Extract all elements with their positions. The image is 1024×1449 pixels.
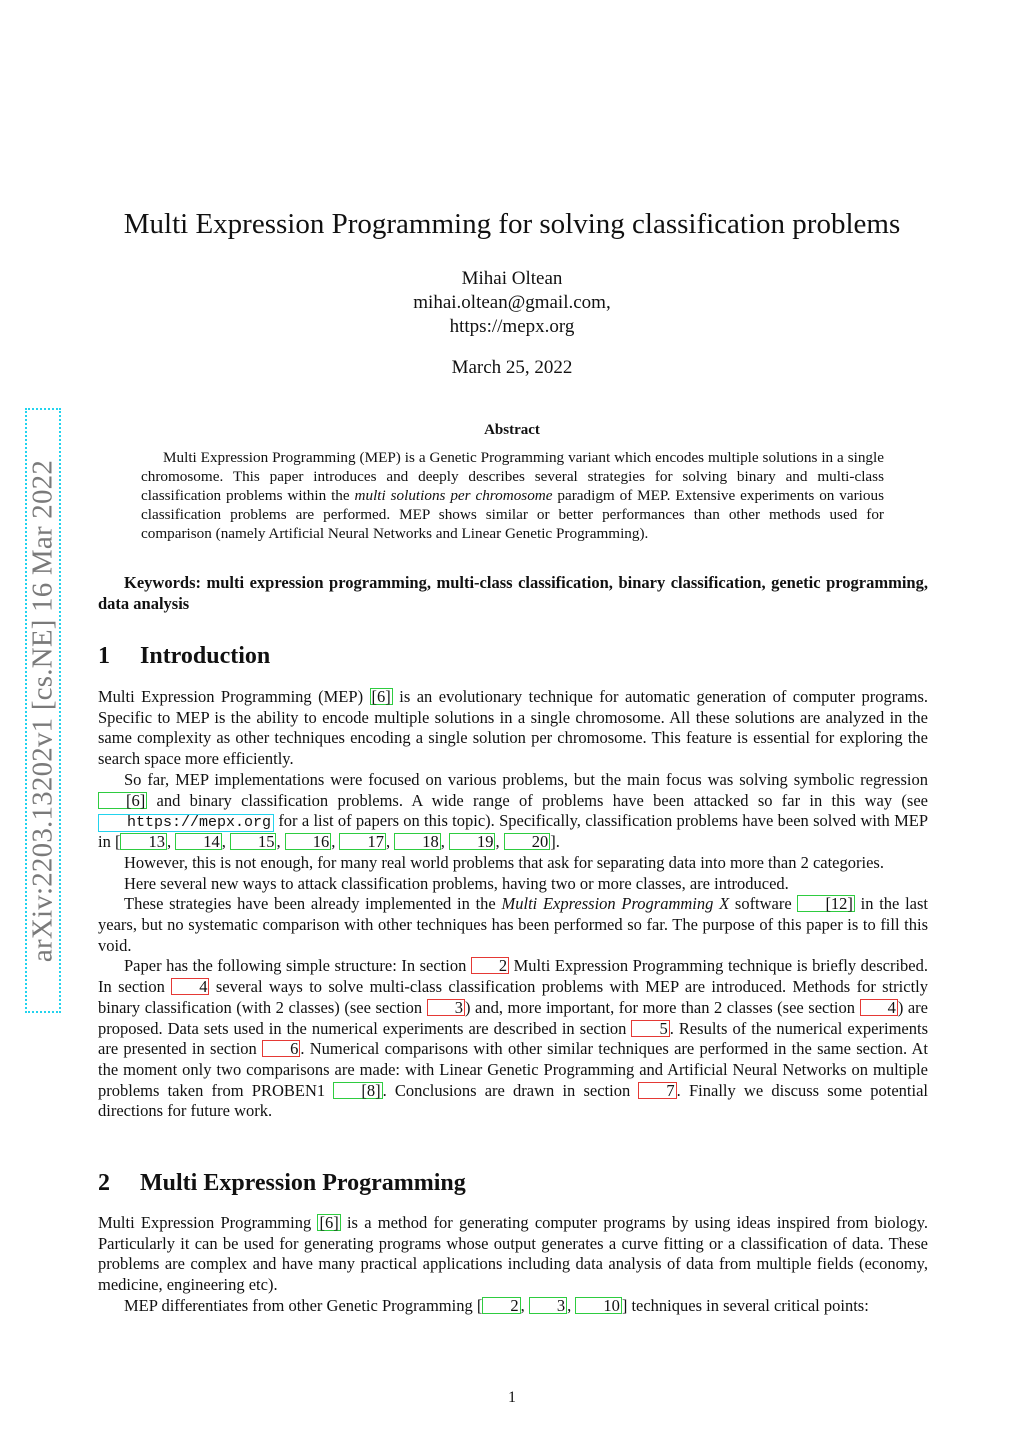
- paragraph: Multi Expression Programming (MEP) [6] is an evolutionary technique for automatic generation of computer programs. Specific to MEP is the ability to encode multiple solutions in a single chromosome. All these solutions are analyzed in the same complexity as other techniques encoding a single solution per chromosome. This feature is essential for exploring the search space more efficiently.: [98, 687, 928, 769]
- citation-link[interactable]: [8]: [333, 1082, 382, 1099]
- arxiv-identifier[interactable]: arXiv:2203.13202v1 [cs.NE] 16 Mar 2022: [26, 459, 59, 962]
- section-link[interactable]: 4: [860, 999, 898, 1016]
- abstract-heading: Abstract: [484, 422, 540, 438]
- citation-list: 13 , 14 , 15 , 16 , 17 , 18 , 19 , 20: [120, 832, 550, 851]
- citation-link[interactable]: 19: [449, 833, 496, 850]
- paragraph: Paper has the following simple structure: In section 2 Multi Expression Programming technique is briefly described. In section 4 several ways to solve multi-class classification problems with MEP are introduced. Methods for strictly binary classification (with 2 classes) (see section 3 ) and, more important, for more than 2 classes (see section 4 ) are proposed. Data sets used in the numerical experiments are described in section 5 . Results of the numerical experiments are presented in section 6 . Numerical comparisons with other similar techniques are performed in the same section. At the moment only two comparisons are made: with Linear Genetic Programming and Artificial Neural Networks on multiple problems taken from PROBEN1 [8] . Conclusions are drawn in section 7 . Finally we discuss some potential directions for future work.: [98, 956, 929, 1121]
- section-2-body: [98, 1213, 928, 1317]
- paragraph: So far, MEP implementations were focused on various problems, but the main focus was solving symbolic regression [6] and binary classification problems. A wide range of problems have been attacked so far in this way (see https://mepx.org for a list of papers on this topic). Specifically, classification problems have been solved with MEP in [ 13 , 14 , 15 , 16 , 17 , 18 , 19 , 20 ].: [98, 769, 928, 852]
- author-email: mihai.oltean@gmail.com,: [413, 292, 611, 313]
- paragraph: MEP differentiates from other Genetic Programming [ 2 , 3 , 10 ] techniques in several critical points:: [124, 1295, 869, 1315]
- paragraph: These strategies have been already implemented in the Multi Expression Programming X software [12] in the last years, but no systematic comparison with other techniques has been performed so far. The purpose of this paper is to fill this void.: [98, 894, 929, 955]
- citation-link[interactable]: 14: [175, 833, 222, 850]
- citation-link[interactable]: 17: [339, 833, 386, 850]
- author-website: https://mepx.org: [449, 316, 575, 337]
- citation-link[interactable]: [6]: [371, 687, 391, 706]
- section-1-body: [98, 687, 928, 1122]
- citation-link[interactable]: 18: [394, 833, 441, 850]
- abstract-text: Multi Expression Programming (MEP) is a Genetic Programming variant which encodes multiple solutions in a single chromosome. This paper introduces and deeply describes several strategies for solving binary and multi-class classification problems within the multi solutions per chromosome paradigm of MEP. Extensive experiments on various classification problems are performed. MEP shows similar or better performances than other methods used for comparison (namely Artificial Neural Networks and Linear Genetic Programming).: [141, 449, 884, 542]
- paragraph: However, this is not enough, for many real world problems that ask for separating data into more than 2 categories.: [124, 852, 884, 872]
- section-2-heading: 2 Multi Expression Programming: [98, 1170, 466, 1196]
- citation-link[interactable]: 16: [285, 833, 332, 850]
- section-link[interactable]: 6: [262, 1040, 300, 1057]
- section-link[interactable]: 2: [471, 957, 509, 974]
- keywords: Keywords: multi expression programming, multi-class classification, binary classification, genetic programming, data analysis: [98, 573, 928, 613]
- section-link[interactable]: 3: [427, 999, 465, 1016]
- citation-link[interactable]: 10: [575, 1297, 622, 1314]
- paragraph: Multi Expression Programming [6] is a method for generating computer programs by using ideas inspired from biology. Particularly it can be used for generating programs whose output generates a curve fitting or a classification of data. These problems are complex and have many practical applications including data analysis of data from multiple fields (economy, medicine, engineering etc).: [98, 1213, 928, 1295]
- citation-link[interactable]: 15: [230, 833, 277, 850]
- paper-date: March 25, 2022: [451, 357, 573, 378]
- citation-link[interactable]: 20: [504, 833, 551, 850]
- paper-title: Multi Expression Programming for solving classification problems: [123, 208, 901, 240]
- citation-link[interactable]: 13: [120, 833, 167, 850]
- section-link[interactable]: 4: [171, 978, 209, 995]
- citation-link[interactable]: [6]: [98, 792, 147, 809]
- citation-link[interactable]: 3: [529, 1297, 567, 1314]
- citation-link[interactable]: 2: [482, 1297, 520, 1314]
- paragraph: Here several new ways to attack classification problems, having two or more classes, are introduced.: [124, 873, 789, 893]
- citation-link[interactable]: [6]: [319, 1213, 339, 1232]
- mepx-url-link[interactable]: https://mepx.org: [98, 814, 274, 832]
- section-1-heading: 1 Introduction: [98, 643, 271, 669]
- author-name: Mihai Oltean: [461, 268, 563, 289]
- citation-link[interactable]: [12]: [797, 895, 855, 912]
- section-link[interactable]: 7: [638, 1082, 676, 1099]
- arxiv-sidebar-stamp[interactable]: [25, 408, 61, 1013]
- page-number: 1: [508, 1389, 516, 1406]
- section-link[interactable]: 5: [631, 1020, 669, 1037]
